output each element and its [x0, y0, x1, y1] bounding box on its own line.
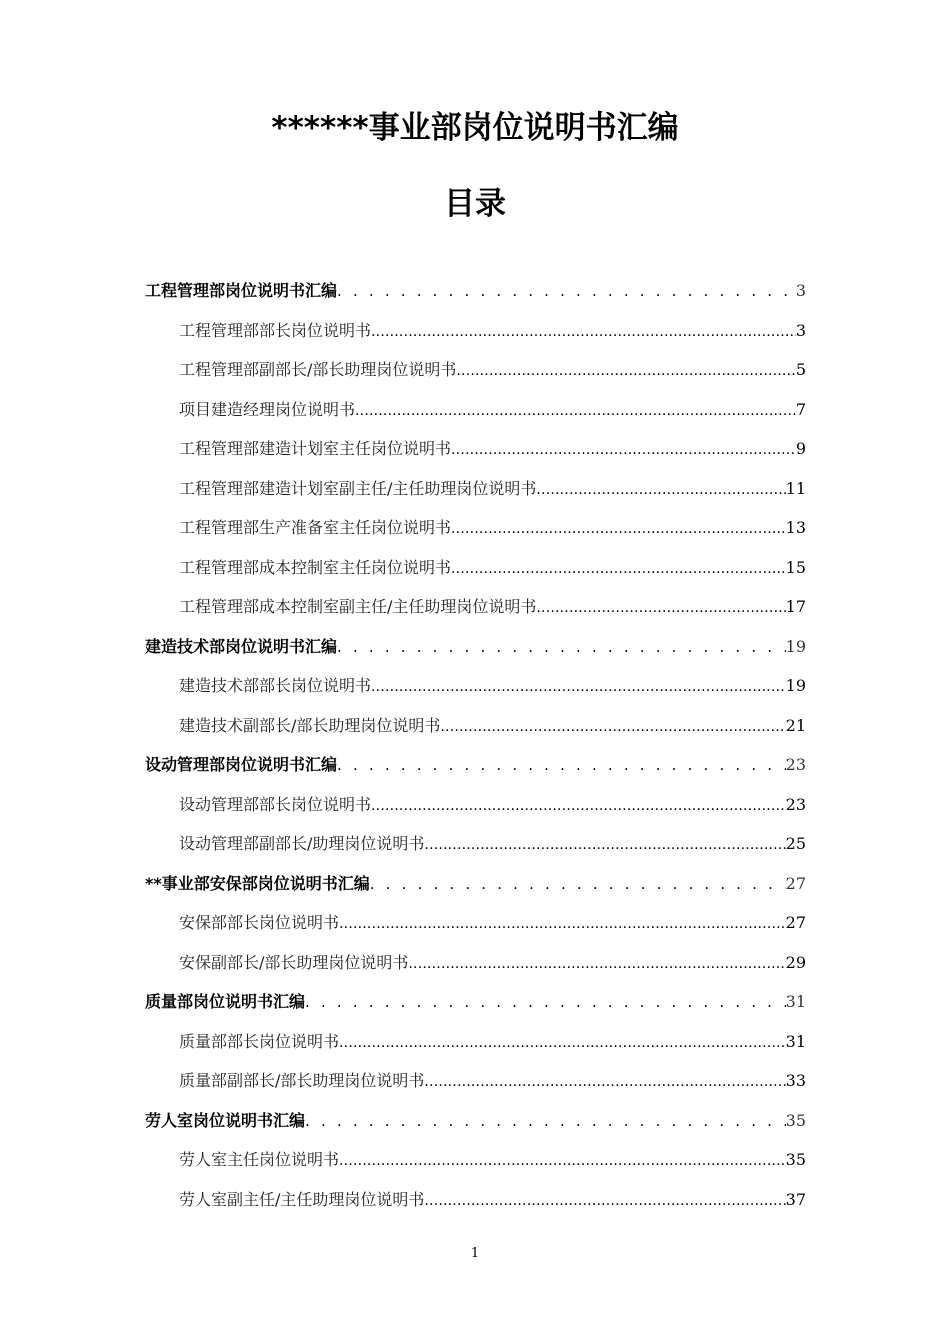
- toc-leader-dots: [451, 435, 796, 465]
- toc-page-number: 11: [785, 478, 806, 498]
- toc-title: 目录: [444, 186, 506, 222]
- toc-leader-dots: [424, 1186, 785, 1216]
- toc-page-number: 27: [785, 873, 806, 893]
- toc-page-number: 37: [785, 1189, 806, 1209]
- toc-entry-label: 工程管理部岗位说明书汇编: [145, 281, 338, 300]
- toc-entry-label: 劳人室岗位说明书汇编: [145, 1110, 306, 1130]
- toc-entry-label: 安保部部长岗位说明书: [179, 913, 340, 932]
- toc-page-number: 19: [785, 636, 806, 656]
- toc-leader-dots: [370, 869, 786, 899]
- toc-subentry[interactable]: [145, 1066, 806, 1106]
- toc-subentry[interactable]: [145, 553, 806, 593]
- toc-leader-dots: [536, 475, 785, 505]
- toc-section-entry[interactable]: [145, 632, 806, 672]
- toc-page-number: 31: [785, 1031, 806, 1051]
- toc-entry-label: 项目建造经理岗位说明书: [179, 399, 356, 419]
- toc-page-number: 5: [795, 360, 806, 379]
- toc-entry-label: 工程管理部副部长/部长助理岗位说明书: [179, 360, 457, 379]
- document-title: ******事业部岗位说明书汇编: [271, 110, 679, 146]
- toc-leader-dots: [337, 632, 786, 662]
- toc-section-entry[interactable]: [145, 1106, 806, 1146]
- toc-section-entry[interactable]: [145, 987, 806, 1027]
- toc-page-number: 35: [785, 1110, 806, 1130]
- toc-entry-label: 劳人室主任岗位说明书: [179, 1150, 340, 1169]
- toc-subentry[interactable]: [145, 948, 806, 988]
- toc-leader-dots: [339, 1146, 786, 1176]
- toc-entry-label: 建造技术部岗位说明书汇编: [145, 636, 338, 656]
- toc-page-number: 31: [785, 992, 806, 1011]
- toc-subentry[interactable]: [145, 395, 806, 435]
- toc-page-number: 33: [785, 1071, 806, 1090]
- toc-section-entry[interactable]: [145, 869, 806, 909]
- toc-subentry[interactable]: [145, 671, 806, 711]
- toc-entry-label: 工程管理部建造计划室副主任/主任助理岗位说明书: [179, 478, 537, 498]
- toc-page-number: 27: [785, 913, 806, 932]
- toc-entry-label: 质量部部长岗位说明书: [179, 1031, 340, 1051]
- toc-page-number: 3: [795, 320, 806, 340]
- page-number: 1: [470, 1246, 480, 1261]
- table-of-contents: [145, 276, 806, 1224]
- toc-leader-dots: [337, 750, 786, 780]
- toc-subentry[interactable]: [145, 474, 806, 514]
- toc-page-number: 19: [785, 676, 806, 695]
- toc-page-number: 7: [795, 399, 806, 419]
- toc-entry-label: 质量部副部长/部长助理岗位说明书: [179, 1071, 425, 1090]
- toc-page-number: 9: [795, 439, 806, 458]
- toc-page-number: 29: [785, 952, 806, 972]
- toc-entry-label: 设动管理部岗位说明书汇编: [145, 755, 338, 774]
- toc-leader-dots: [451, 554, 786, 584]
- toc-subentry[interactable]: [145, 790, 806, 830]
- toc-subentry[interactable]: [145, 908, 806, 948]
- toc-leader-dots: [371, 672, 786, 702]
- toc-page-number: 17: [785, 597, 806, 616]
- toc-entry-label: 工程管理部建造计划室主任岗位说明书: [179, 439, 452, 458]
- toc-subentry[interactable]: [145, 434, 806, 474]
- toc-page-number: 23: [785, 794, 806, 814]
- toc-entry-label: **事业部安保部岗位说明书汇编: [145, 873, 370, 893]
- toc-entry-label: 设动管理部部长岗位说明书: [179, 794, 372, 814]
- toc-leader-dots: [371, 317, 796, 347]
- toc-entry-label: 工程管理部成本控制室主任岗位说明书: [179, 557, 452, 577]
- toc-leader-dots: [337, 276, 796, 306]
- toc-leader-dots: [456, 356, 795, 386]
- toc-leader-dots: [440, 712, 785, 742]
- toc-leader-dots: [339, 1028, 786, 1058]
- toc-page-number: 35: [785, 1150, 806, 1169]
- toc-page-number: 15: [785, 557, 806, 577]
- toc-entry-label: 质量部岗位说明书汇编: [145, 992, 306, 1011]
- toc-subentry[interactable]: [145, 355, 806, 395]
- toc-leader-dots: [408, 949, 785, 979]
- toc-leader-dots: [305, 987, 786, 1017]
- toc-page-number: 3: [795, 281, 806, 300]
- toc-entry-label: 工程管理部成本控制室副主任/主任助理岗位说明书: [179, 597, 537, 616]
- toc-subentry[interactable]: [145, 1185, 806, 1225]
- toc-subentry[interactable]: [145, 1145, 806, 1185]
- toc-leader-dots: [424, 1067, 785, 1097]
- toc-subentry[interactable]: [145, 711, 806, 751]
- toc-page-number: 21: [785, 715, 806, 735]
- toc-entry-label: 建造技术部部长岗位说明书: [179, 676, 372, 695]
- toc-section-entry[interactable]: [145, 750, 806, 790]
- toc-leader-dots: [305, 1106, 786, 1136]
- toc-subentry[interactable]: [145, 1027, 806, 1067]
- toc-page-number: 23: [785, 755, 806, 774]
- toc-page-number: 13: [785, 518, 806, 537]
- toc-leader-dots: [371, 791, 786, 821]
- toc-page-number: 25: [785, 834, 806, 853]
- toc-entry-label: 建造技术副部长/部长助理岗位说明书: [179, 715, 441, 735]
- toc-leader-dots: [536, 593, 785, 623]
- toc-subentry[interactable]: [145, 513, 806, 553]
- toc-leader-dots: [355, 396, 796, 426]
- toc-entry-label: 劳人室副主任/主任助理岗位说明书: [179, 1189, 425, 1209]
- toc-entry-label: 安保副部长/部长助理岗位说明书: [179, 952, 409, 972]
- toc-subentry[interactable]: [145, 592, 806, 632]
- toc-entry-label: 设动管理部副部长/助理岗位说明书: [179, 834, 425, 853]
- toc-subentry[interactable]: [145, 316, 806, 356]
- toc-subentry[interactable]: [145, 829, 806, 869]
- toc-leader-dots: [451, 514, 786, 544]
- toc-entry-label: 工程管理部生产准备室主任岗位说明书: [179, 518, 452, 537]
- toc-leader-dots: [339, 909, 786, 939]
- toc-leader-dots: [424, 830, 785, 860]
- toc-entry-label: 工程管理部部长岗位说明书: [179, 320, 372, 340]
- toc-section-entry[interactable]: [145, 276, 806, 316]
